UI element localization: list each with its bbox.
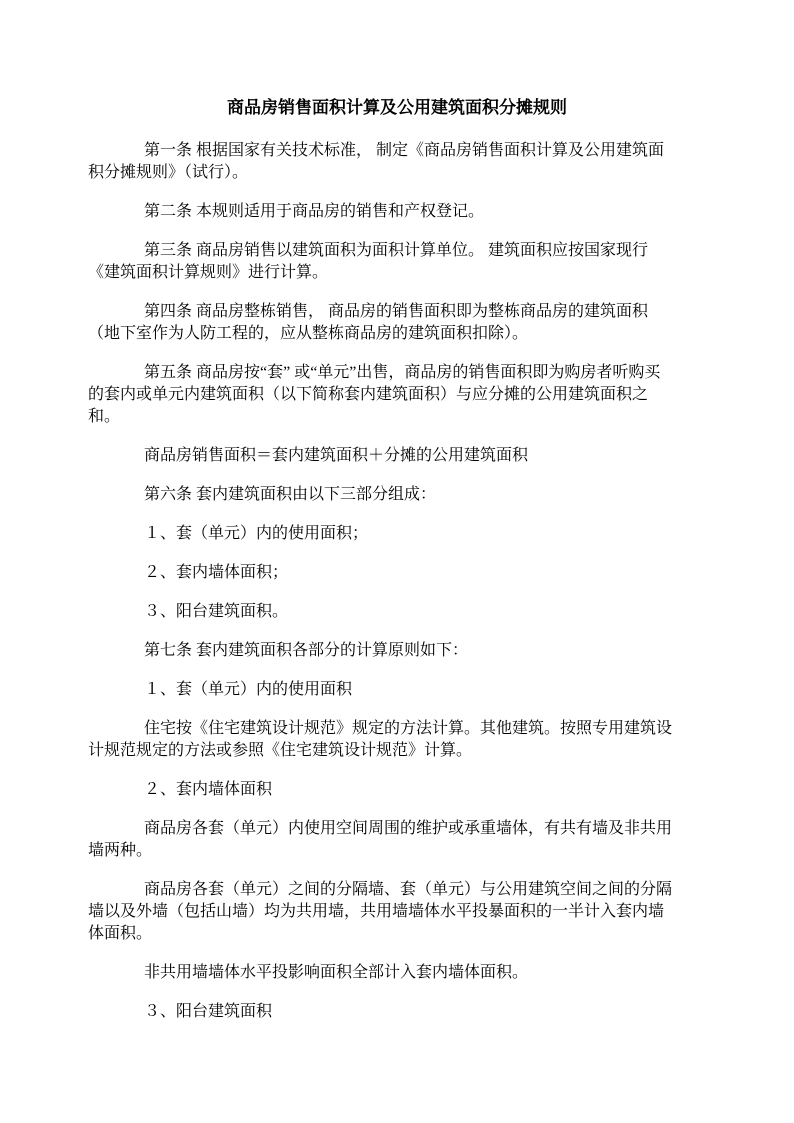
document-paragraph: ２、套内墙体面积 bbox=[144, 781, 273, 798]
document-paragraph: 商品房销售面积＝套内建筑面积＋分摊的公用建筑面积 bbox=[144, 447, 529, 464]
document-paragraph: 商品房各套（单元）内使用空间周围的维护或承重墙体，有共有墙及非共用墙两种。 bbox=[88, 820, 673, 859]
document-paragraph: 第四条 商品房整栋销售， 商品房的销售面积即为整栋商品房的建筑面积（地下室作为人防工程的，应从整栋商品房的建筑面积扣除）。 bbox=[88, 303, 649, 342]
document-paragraph: 第五条 商品房按“套” 或“单元”出售，商品房的销售面积即为购房者听购买的套内或单元内建筑面积（以下简称套内建筑面积）与应分摊的公用建筑面积之和。 bbox=[88, 364, 661, 425]
document-paragraph: 第三条 商品房销售以建筑面积为面积计算单位。 建筑面积应按国家现行《建筑面积计算规则》进行计算。 bbox=[88, 242, 649, 281]
document-paragraph: ３、阳台建筑面积 bbox=[144, 1003, 273, 1020]
document-paragraph: 第一条 根据国家有关技术标准， 制定《商品房销售面积计算及公用建筑面积分摊规则》（试行）。 bbox=[88, 142, 665, 181]
document-title: 商品房销售面积计算及公用建筑面积分摊规则 bbox=[227, 98, 567, 117]
document-paragraph: ３、阳台建筑面积。 bbox=[144, 603, 289, 620]
document-paragraph: 第二条 本规则适用于商品房的销售和产权登记。 bbox=[144, 203, 485, 220]
document-paragraph: 第六条 套内建筑面积由以下三部分组成： bbox=[144, 486, 437, 503]
document-paragraph: １、套（单元）内的使用面积 bbox=[144, 681, 353, 698]
document-body bbox=[88, 140, 676, 1023]
document-paragraph: １、套（单元）内的使用面积； bbox=[144, 525, 369, 542]
document-paragraph: 商品房各套（单元）之间的分隔墙、套（单元）与公用建筑空间之间的分隔墙以及外墙（包括山墙）均为共用墙，共用墙墙体水平投暴面积的一半计入套内墙体面积。 bbox=[88, 881, 673, 942]
document-paragraph: 非共用墙墙体水平投影响面积全部计入套内墙体面积。 bbox=[144, 964, 529, 981]
document-paragraph: 住宅按《住宅建筑设计规范》规定的方法计算。其他建筑。按照专用建筑设计规范规定的方法或参照《住宅建筑设计规范》计算。 bbox=[88, 720, 673, 759]
document-paragraph: ２、套内墙体面积； bbox=[144, 564, 289, 581]
document-paragraph: 第七条 套内建筑面积各部分的计算原则如下： bbox=[144, 642, 469, 659]
